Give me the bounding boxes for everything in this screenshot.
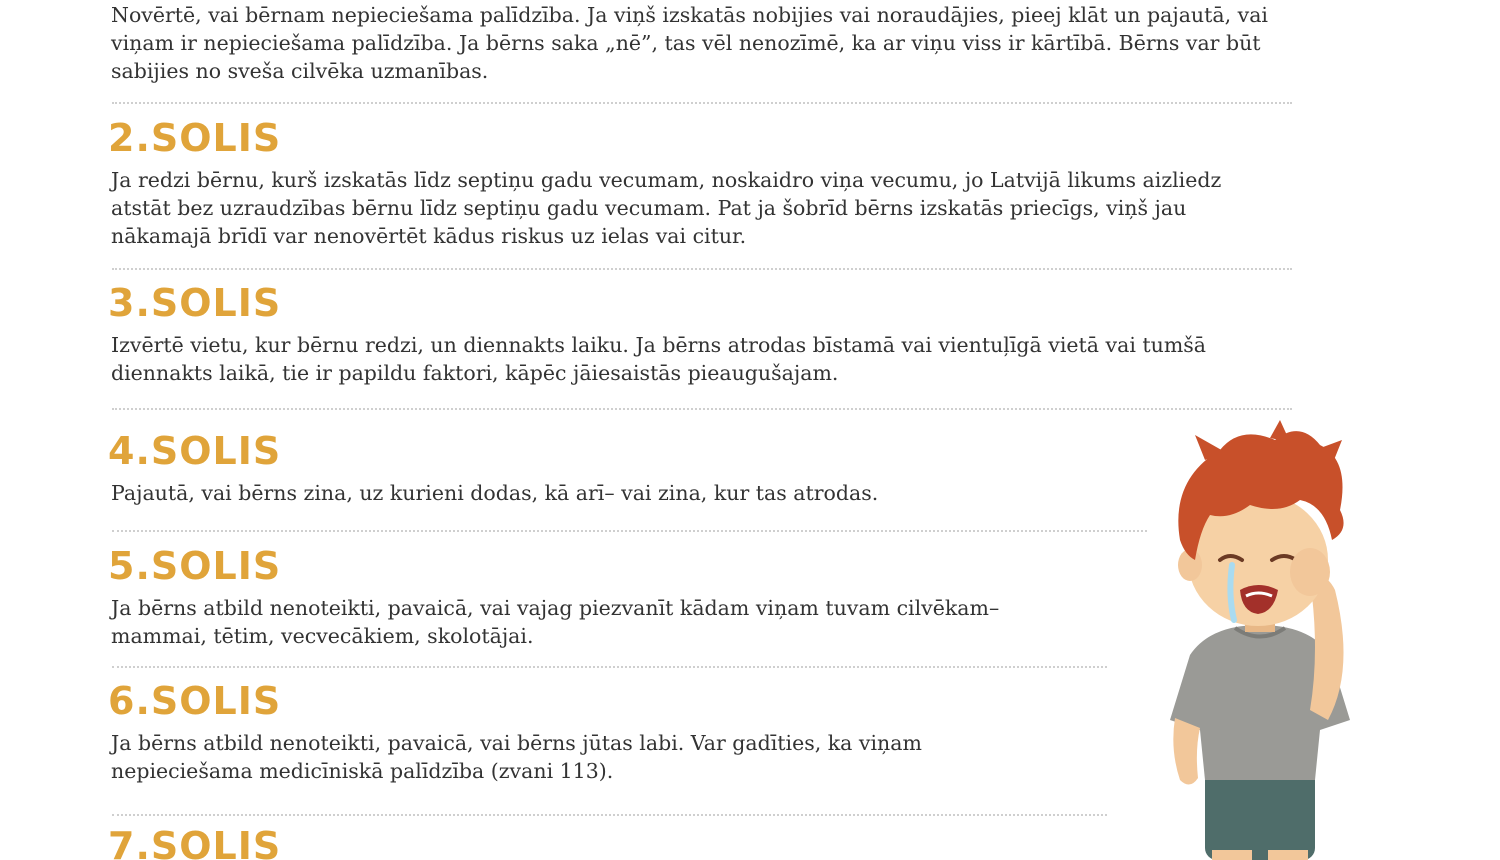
step-3 <box>108 283 1206 387</box>
divider <box>112 102 1292 104</box>
step-4 <box>108 431 878 507</box>
step-2 <box>108 118 1221 250</box>
step-1 <box>108 1 1268 85</box>
step-7 <box>108 826 281 860</box>
step-3-line-2: diennakts laikā, tie ir papildu faktori, kāpēc jāiesaistās pieaugušajam. <box>111 361 839 385</box>
step-5-text <box>108 594 999 650</box>
step-2-line-3: nākamajā brīdī var nenovērtēt kādus riskus uz ielas vai citur. <box>111 224 747 248</box>
divider <box>112 530 1147 532</box>
left-leg <box>1212 850 1252 860</box>
step-4-line-1: Pajautā, vai bērns zina, uz kurieni dodas, kā arī– vai zina, kur tas atrodas. <box>111 481 879 505</box>
step-6-line-2: nepieciešama medicīniskā palīdzība (zvani 113). <box>111 759 614 783</box>
step-7-title: 7.SOLIS <box>108 824 282 860</box>
step-3-title: 3.SOLIS <box>108 281 282 325</box>
crying-boy-illustration <box>1150 420 1370 860</box>
step-1-line-3: sabijies no sveša cilvēka uzmanības. <box>111 59 489 83</box>
step-2-line-1: Ja redzi bērnu, kurš izskatās līdz septiņu gadu vecumam, noskaidro viņa vecumu, jo Latvijā likums aizliedz <box>111 168 1222 192</box>
step-1-line-1: Novērtē, vai bērnam nepieciešama palīdzība. Ja viņš izskatās nobijies vai noraudājies, pieej klāt un pajautā, vai <box>111 3 1268 27</box>
step-6-text <box>108 729 922 785</box>
right-leg <box>1268 850 1308 860</box>
divider <box>112 814 1107 816</box>
divider <box>112 666 1107 668</box>
step-6-line-1: Ja bērns atbild nenoteikti, pavaicā, vai bērns jūtas labi. Var gadīties, ka viņam <box>111 731 922 755</box>
step-5-title: 5.SOLIS <box>108 544 282 588</box>
step-3-text <box>108 331 1206 387</box>
step-1-text <box>108 1 1268 85</box>
step-6-title: 6.SOLIS <box>108 679 282 723</box>
step-5 <box>108 546 999 650</box>
hand <box>1290 548 1330 596</box>
step-2-text <box>108 166 1221 250</box>
left-arm <box>1173 718 1200 785</box>
step-1-line-2: viņam ir nepieciešama palīdzība. Ja bērns saka „nē”, tas vēl nenozīmē, ka ar viņu viss ir kārtībā. Bērns var būt <box>111 31 1261 55</box>
step-3-line-1: Izvērtē vietu, kur bērnu redzi, un diennakts laiku. Ja bērns atrodas bīstamā vai vientuļīgā vietā vai tumšā <box>111 333 1207 357</box>
divider <box>112 408 1292 410</box>
step-6 <box>108 681 922 785</box>
tear <box>1230 565 1234 620</box>
step-2-line-2: atstāt bez uzraudzības bērnu līdz septiņu gadu vecumam. Pat ja šobrīd bērns izskatās priecīgs, viņš jau <box>111 196 1187 220</box>
step-4-title: 4.SOLIS <box>108 429 282 473</box>
step-2-title: 2.SOLIS <box>108 116 282 160</box>
step-5-line-1: Ja bērns atbild nenoteikti, pavaicā, vai vajag piezvanīt kādam viņam tuvam cilvēkam– <box>111 596 1000 620</box>
step-4-text <box>108 479 878 507</box>
divider <box>112 268 1292 270</box>
step-5-line-2: mammai, tētim, vecvecākiem, skolotājai. <box>111 624 534 648</box>
